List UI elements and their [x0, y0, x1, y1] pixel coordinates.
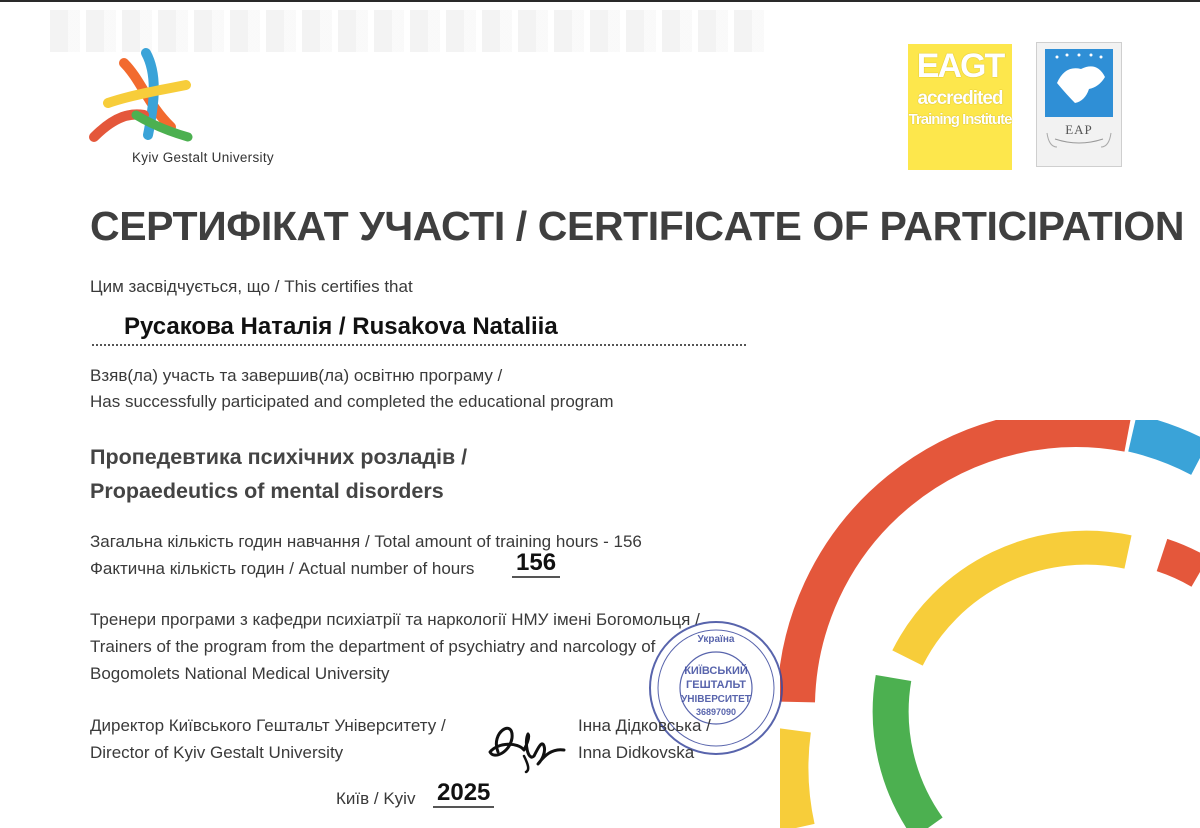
- director-label-line-2: Director of Kyiv Gestalt University: [90, 743, 344, 762]
- ring-outer-blue: [1133, 433, 1200, 458]
- director-name-line-1: Інна Дідковська /: [578, 716, 711, 735]
- europe-map-icon: [1037, 43, 1121, 168]
- stamp-line-2: ГЕШТАЛЬТ: [686, 679, 746, 691]
- ring-mid-yellow: [908, 548, 1129, 658]
- eap-logo: [1036, 42, 1122, 167]
- issue-year: 2025: [433, 780, 494, 808]
- actual-hours-label: Фактична кількість годин / Actual number of hours: [90, 559, 475, 578]
- ring-mid-red: [1162, 555, 1200, 572]
- trainers-line-3: Bogomolets National Medical University: [90, 664, 390, 683]
- director-label-line-1: Директор Київського Гештальт Університету /: [90, 716, 446, 735]
- stamp-code: 36897090: [695, 707, 737, 717]
- stamp-country: Україна: [697, 634, 735, 645]
- ring-inner-green: [891, 678, 928, 828]
- total-hours-text: Загальна кількість годин навчання / Total amount of training hours - 156: [90, 532, 642, 551]
- top-border: [0, 0, 1200, 2]
- certificate-title: СЕРТИФІКАТ УЧАСТІ / CERTIFICATE OF PARTICIPATION: [90, 203, 1185, 249]
- ring-outer-yellow: [789, 730, 796, 828]
- trainers-line-1: Тренери програми з кафедри психіатрії та наркології НМУ імені Богомольця /: [90, 610, 700, 629]
- university-name: Kyiv Gestalt University: [132, 150, 274, 165]
- completion-line-2: Has successfully participated and completed the educational program: [90, 392, 614, 411]
- kgu-logo-icon: [86, 45, 196, 155]
- eagt-logo-line1: EAGT: [916, 47, 1004, 85]
- eap-logo-label: EAP: [1065, 122, 1093, 137]
- eagt-logo-line2: accredited: [917, 88, 1003, 109]
- actual-hours-value: 156: [512, 550, 560, 578]
- eagt-logo-line3: Training Institute: [908, 111, 1012, 128]
- issue-city: Київ / Kyiv: [336, 789, 416, 808]
- decorative-rings: [780, 420, 1200, 828]
- director-name-line-2: Inna Didkovska: [578, 743, 695, 762]
- trainers-line-2: Trainers of the program from the department of psychiatry and narcology of: [90, 637, 656, 656]
- participant-name: Русакова Наталія / Rusakova Nataliia: [124, 313, 558, 340]
- ring-outer-red: [796, 428, 1128, 702]
- university-stamp: [646, 618, 786, 758]
- completion-line-1: Взяв(ла) участь та завершив(ла) освітню програму /: [90, 366, 503, 385]
- stamp-line-1: КИЇВСЬКИЙ: [684, 665, 748, 677]
- stamp-line-3: УНІВЕРСИТЕТ: [681, 694, 751, 705]
- program-title-line2: Propaedeutics of mental disorders: [90, 479, 444, 503]
- name-dotted-line: [92, 344, 746, 346]
- eagt-logo: [908, 44, 1012, 170]
- director-signature: [484, 712, 574, 774]
- program-title-line1: Пропедевтика психічних розладів /: [90, 445, 468, 469]
- certifies-text: Цим засвідчується, що / This certifies that: [90, 277, 413, 296]
- program-title: [90, 440, 467, 508]
